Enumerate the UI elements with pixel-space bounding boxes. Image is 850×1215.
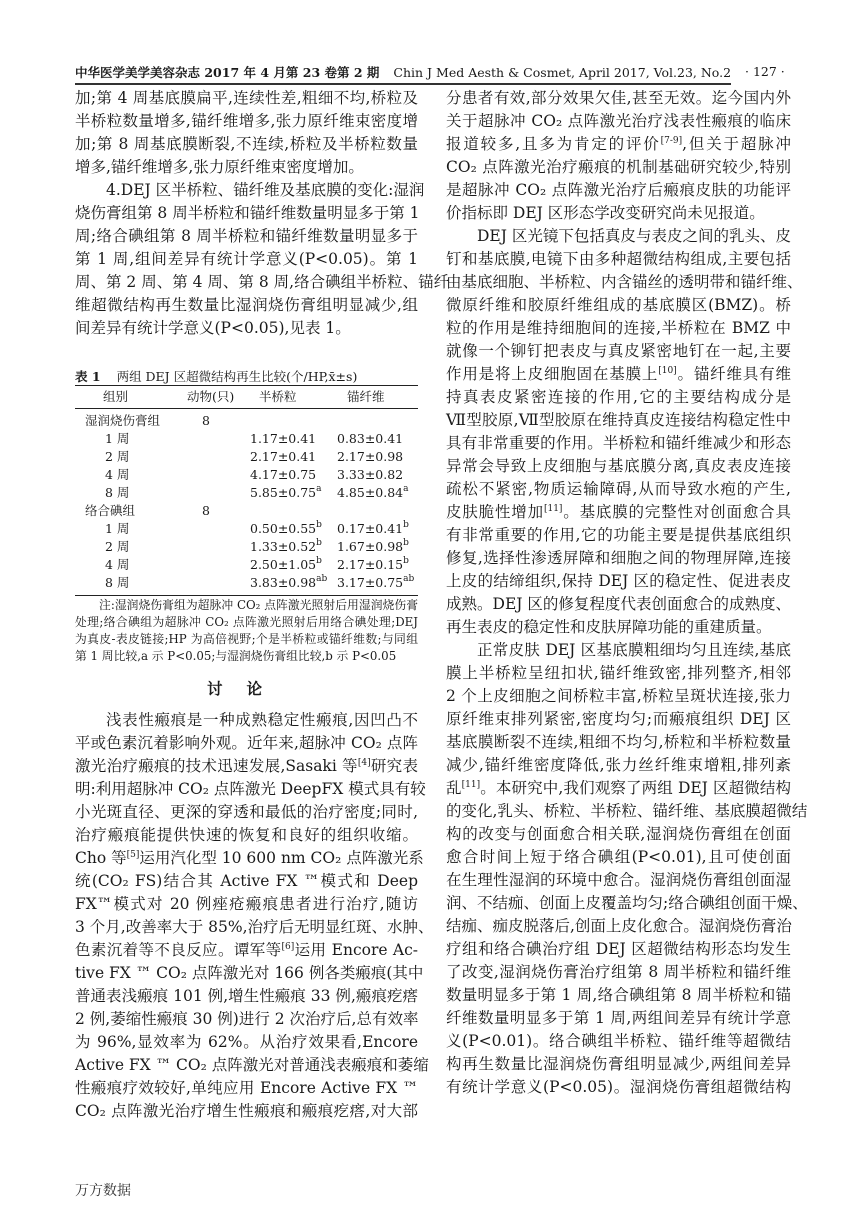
text-line: Cho 等[5]运用汽化型 10 600 nm CO₂ 点阵激光系: [75, 849, 424, 867]
text-line: 增多,锚纤维增多,张力原纤维束密度增加。: [75, 158, 364, 176]
row-label: 8 周: [105, 575, 130, 590]
text-line: 间差异有统计学意义(P<0.05),见表 1。: [75, 319, 351, 337]
text-line: 结痂、痂皮脱落后,创面上皮化愈合。湿润烧伤膏治: [446, 917, 792, 935]
significance-mark: ab: [316, 574, 328, 584]
text-line: 持真表皮紧密连接的作用,它的主要结构成分是: [446, 388, 791, 406]
value: 2.17±0.15: [337, 557, 404, 572]
value: 1.33±0.52: [250, 539, 317, 554]
text-line: 了改变,湿润烧伤膏治疗组第 8 周半桥粒和锚纤维: [446, 963, 791, 981]
animal-count: 8: [202, 413, 210, 428]
hemidesmosome-value: [250, 466, 316, 484]
anchoring-fibril-value: [337, 448, 403, 466]
text-line: tive FX ™ CO₂ 点阵激光对 166 例各类瘢痕(其中: [75, 964, 424, 982]
row-label: 络合碘组: [85, 503, 136, 518]
column-header: 动物(只): [187, 389, 235, 404]
text-line: 明:利用超脉冲 CO₂ 点阵激光 DeepFX 模式具有较: [75, 780, 426, 798]
text-line: 就像一个铆钉把表皮与真皮紧密地钉在一起,主要: [446, 342, 791, 360]
text-line: CO₂ 点阵激光治疗瘢痕的机制基础研究较少,特别: [446, 158, 791, 176]
discussion-paragraph: [75, 709, 434, 1123]
text-line: 上皮的结缔组织,保持 DEJ 区的稳定性、促进表皮: [446, 572, 791, 590]
text-line: 钉和基底膜,电镜下由多种超微结构组成,主要包括: [446, 250, 791, 268]
page-number: · 127 ·: [745, 64, 785, 79]
text-line: 异常会导致上皮细胞与基底膜分离,真皮表皮连接: [446, 457, 791, 475]
table-header-row: [75, 386, 418, 408]
animal-count: 8: [202, 503, 210, 518]
row-label: 1 周: [105, 431, 130, 446]
text-line: 减少,锚纤维密度降低,张力丝纤维束增粗,排列紊: [446, 756, 791, 774]
text-line: 润、不结痂、创面上皮覆盖均匀;络合碘组创面干燥、: [446, 894, 808, 912]
text-line: CO₂ 点阵激光治疗增生性瘢痕和瘢痕疙瘩,对大部: [75, 1102, 418, 1120]
table-row: [75, 430, 418, 448]
hemidesmosome-value: [250, 448, 316, 466]
text-line: 数量明显多于第 1 周,络合碘组第 8 周半桥粒和锚: [446, 986, 791, 1004]
table-row: [75, 484, 418, 502]
text-line: DEJ 区光镜下包括真皮与表皮之间的乳头、皮: [477, 227, 791, 245]
text-line: 愈合时间上短于络合碘组(P<0.01),且可使创面: [446, 848, 791, 866]
value: 3.33±0.82: [337, 467, 404, 482]
watermark-wanfang: 万方数据: [75, 1183, 131, 1199]
text-line: 4.DEJ 区半桥粒、锚纤维及基底膜的变化:湿润: [106, 181, 425, 199]
note-line: 第 1 周比较,a 示 P<0.05;与湿润烧伤膏组比较,b 示 P<0.05: [75, 649, 397, 663]
left-column: [75, 0, 450, 1215]
row-label: 2 周: [105, 449, 130, 464]
results-paragraph-continued: [75, 87, 418, 179]
discussion-paragraph-continued: [446, 87, 791, 225]
text-line: 基底膜断裂不连续,粗细不均匀,桥粒和半桥粒数量: [446, 733, 791, 751]
row-label: 8 周: [105, 485, 130, 500]
table-notes: [75, 597, 418, 665]
row-label: 湿润烧伤膏组: [85, 413, 161, 428]
text-line: 正常皮肤 DEJ 区基底膜粗细均匀且连续,基底: [477, 641, 791, 659]
hemidesmosome-value: [250, 556, 322, 574]
value: 0.17±0.41: [337, 521, 404, 536]
text-line: 再生表皮的稳定性和皮肤屏障功能的重建质量。: [446, 618, 772, 636]
column-header: 锚纤维: [347, 389, 385, 404]
section-heading-discussion: 讨论: [206, 679, 286, 698]
citation-reference: [6]: [281, 942, 295, 952]
citation-reference: [10]: [658, 366, 677, 376]
text-line: 纤维数量明显多于第 1 周,两组间差异有统计学意: [446, 1009, 791, 1027]
text-line: FX™模式对 20 例痤疮瘢痕患者进行治疗,随访: [75, 895, 418, 913]
citation-reference: [11]: [461, 780, 481, 790]
text-line: 疗组和络合碘治疗组 DEJ 区超微结构形态均发生: [446, 940, 791, 958]
significance-mark: b: [403, 556, 409, 566]
text-line: 原纤维束排列紧密,密度均匀;而瘢痕组织 DEJ 区: [446, 710, 791, 728]
anchoring-fibril-value: [337, 466, 403, 484]
table-row: [75, 412, 418, 430]
hemidesmosome-value: [250, 538, 322, 556]
journal-title-cn: 中华医学美学美容杂志 2017 年 4 月第 23 卷第 2 期: [75, 65, 380, 80]
text-line: 报道较多,且多为肯定的评价[7-9],但关于超脉冲: [446, 135, 791, 153]
table-rule-bottom: [75, 595, 418, 596]
hemidesmosome-value: [250, 430, 316, 448]
table-row: [75, 574, 418, 592]
table-label: 表 1: [75, 369, 101, 384]
text-line: 的变化,乳头、桥粒、半桥粒、锚纤维、基底膜超微结: [446, 802, 808, 820]
value: 1.67±0.98: [337, 539, 404, 554]
column-header: 半桥粒: [259, 389, 297, 404]
text-line: 性瘢痕疗效较好,单纯应用 Encore Active FX ™: [75, 1079, 418, 1097]
anchoring-fibril-value: [337, 430, 403, 448]
hemidesmosome-value: [250, 484, 322, 502]
text-line: 激光治疗瘢痕的技术迅速发展,Sasaki 等[4]研究表: [75, 757, 418, 775]
value: 3.17±0.75: [337, 575, 404, 590]
results-paragraph-dej: [75, 179, 450, 340]
text-line: 2 例,萎缩性瘢痕 30 例)进行 2 次治疗后,总有效率: [75, 1010, 419, 1028]
text-line: 膜上半桥粒呈纽扣状,锚纤维致密,排列整齐,相邻: [446, 664, 791, 682]
text-line: 构再生数量比湿润烧伤膏组明显减少,两组间差异: [446, 1055, 791, 1073]
text-line: 小光斑直径、更深的穿透和最低的治疗密度;同时,: [75, 803, 418, 821]
text-line: 在生理性湿润的环境中愈合。湿润烧伤膏组创面湿: [446, 871, 791, 889]
note-line: 处理;络合碘组为超脉冲 CO₂ 点阵激光照射后用络合碘处理;DEJ: [75, 615, 418, 629]
text-line: 由基底细胞、半桥粒、内含锚丝的透明带和锚纤维、: [446, 273, 803, 291]
value: 2.50±1.05: [250, 557, 317, 572]
text-line: 是超脉冲 CO₂ 点阵激光治疗后瘢痕皮肤的功能评: [446, 181, 791, 199]
significance-mark: b: [403, 538, 409, 548]
anchoring-fibril-value: [337, 484, 409, 502]
text-line: 为 96%,显效率为 62%。从治疗效果看,Encore: [75, 1033, 418, 1051]
text-line: 成熟。DEJ 区的修复程度代表创面愈合的成熟度、: [446, 595, 791, 613]
text-line: 统(CO₂ FS)结合其 Active FX ™模式和 Deep: [75, 872, 418, 890]
normal-skin-paragraph: [446, 639, 808, 1099]
table-row: [75, 556, 418, 574]
text-line: 半桥粒数量增多,锚纤维增多,张力原纤维束密度增: [75, 112, 418, 130]
text-line: 第 1 周,组间差异有统计学意义(P<0.05)。第 1: [75, 250, 418, 268]
text-line: 微原纤维和胶原纤维组成的基底膜区(BMZ)。桥: [446, 296, 791, 314]
value: 0.50±0.55: [250, 521, 317, 536]
significance-mark: ab: [403, 574, 415, 584]
table-row: [75, 538, 418, 556]
significance-mark: a: [403, 484, 409, 494]
value: 0.83±0.41: [337, 431, 404, 446]
table-row: [75, 448, 418, 466]
table-title: 两组 DEJ 区超微结构再生比较(个/HP,x̄±s): [116, 369, 358, 384]
text-line: 色素沉着等不良反应。谭军等[6]运用 Encore Ac-: [75, 941, 418, 959]
text-line: 周、第 2 周、第 4 周、第 8 周,络合碘组半桥粒、锚纤: [75, 273, 450, 291]
row-label: 4 周: [105, 467, 130, 482]
text-line: 关于超脉冲 CO₂ 点阵激光治疗浅表性瘢痕的临床: [446, 112, 791, 130]
text-line: 价指标即 DEJ 区形态学改变研究尚未见报道。: [446, 204, 765, 222]
citation-reference: [7-9]: [660, 136, 683, 146]
text-line: 皮肤脆性增加[11]。基底膜的完整性对创面愈合具: [446, 503, 791, 521]
value: 5.85±0.75: [250, 485, 317, 500]
significance-mark: a: [316, 484, 322, 494]
text-line: 作用是将上皮细胞固在基膜上[10]。锚纤维具有维: [446, 365, 791, 383]
table-caption: [75, 367, 418, 385]
text-line: 疏松不紧密,物质运输障碍,从而导致水疱的产生,: [446, 480, 791, 498]
dej-structure-paragraph: [446, 225, 803, 639]
citation-reference: [4]: [357, 758, 371, 768]
text-line: 修复,选择性渗透屏障和细胞之间的物理屏障,连接: [446, 549, 791, 567]
text-line: 加;第 8 周基底膜断裂,不连续,桥粒及半桥粒数量: [75, 135, 418, 153]
text-line: 烧伤膏组第 8 周半桥粒和锚纤维数量明显多于第 1: [75, 204, 420, 222]
citation-reference: [11]: [543, 504, 563, 514]
text-line: 维超微结构再生数量比湿润烧伤膏组明显减少,组: [75, 296, 418, 314]
table-row: [75, 502, 418, 520]
value: 2.17±0.41: [250, 449, 317, 464]
table-1: [75, 385, 418, 596]
hemidesmosome-value: [250, 574, 327, 592]
text-line: 2 个上皮细胞之间桥粒丰富,桥粒呈斑状连接,张力: [446, 687, 791, 705]
significance-mark: b: [316, 556, 322, 566]
text-line: 周;络合碘组第 8 周半桥粒和锚纤维数量明显多于: [75, 227, 418, 245]
text-line: 浅表性瘢痕是一种成熟稳定性瘢痕,因凹凸不: [106, 711, 418, 729]
row-label: 1 周: [105, 521, 130, 536]
table-row: [75, 466, 418, 484]
value: 1.17±0.41: [250, 431, 317, 446]
text-line: 治疗瘢痕能提供快速的恢复和良好的组织收缩。: [75, 826, 418, 844]
column-header: 组别: [103, 389, 129, 404]
text-line: 分患者有效,部分效果欠佳,甚至无效。迄今国内外: [446, 89, 791, 107]
text-line: 乱[11]。本研究中,我们观察了两组 DEJ 区超微结构: [446, 779, 791, 797]
text-line: 加;第 4 周基底膜扁平,连续性差,粗细不均,桥粒及: [75, 89, 418, 107]
anchoring-fibril-value: [337, 574, 414, 592]
text-line: 平或色素沉着影响外观。近年来,超脉冲 CO₂ 点阵: [75, 734, 418, 752]
value: 3.83±0.98: [250, 575, 317, 590]
text-line: 义(P<0.01)。络合碘组半桥粒、锚纤维等超微结: [446, 1032, 791, 1050]
text-line: 粒的作用是维持细胞间的连接,半桥粒在 BMZ 中: [446, 319, 791, 337]
significance-mark: b: [403, 520, 409, 530]
text-line: Ⅶ型胶原,Ⅶ型胶原在维持真皮连接结构稳定性中: [446, 411, 791, 429]
anchoring-fibril-value: [337, 520, 409, 538]
note-line: 注:湿润烧伤膏组为超脉冲 CO₂ 点阵激光照射后用湿润烧伤膏: [99, 598, 418, 612]
text-line: Active FX ™ CO₂ 点阵激光对普通浅表瘢痕和萎缩: [75, 1056, 429, 1074]
value: 2.17±0.98: [337, 449, 404, 464]
row-label: 2 周: [105, 539, 130, 554]
table-row: [75, 520, 418, 538]
row-label: 4 周: [105, 557, 130, 572]
text-line: 具有非常重要的作用。半桥粒和锚纤维减少和形态: [446, 434, 791, 452]
text-line: 构的改变与创面愈合相关联,湿润烧伤膏组在创面: [446, 825, 791, 843]
journal-title-en: Chin J Med Aesth & Cosmet, April 2017, Vol.23, No.2: [393, 65, 732, 80]
right-column: [446, 0, 808, 1215]
hemidesmosome-value: [250, 520, 322, 538]
significance-mark: b: [316, 538, 322, 548]
significance-mark: b: [316, 520, 322, 530]
text-line: 有统计学意义(P<0.05)。湿润烧伤膏组超微结构: [446, 1078, 791, 1096]
text-line: 3 个月,改善率大于 85%,治疗后无明显红斑、水肿、: [75, 918, 434, 936]
anchoring-fibril-value: [337, 556, 409, 574]
anchoring-fibril-value: [337, 538, 409, 556]
citation-reference: [5]: [126, 850, 140, 860]
text-line: 有非常重要的作用,它的功能主要是提供基底组织: [446, 526, 791, 544]
text-line: 普通表浅瘢痕 101 例,增生性瘢痕 33 例,瘢痕疙瘩: [75, 987, 418, 1005]
note-line: 为真皮-表皮链接;HP 为高倍视野;个是半桥粒或锚纤维数;与同组: [75, 632, 418, 646]
value: 4.17±0.75: [250, 467, 317, 482]
value: 4.85±0.84: [337, 485, 404, 500]
